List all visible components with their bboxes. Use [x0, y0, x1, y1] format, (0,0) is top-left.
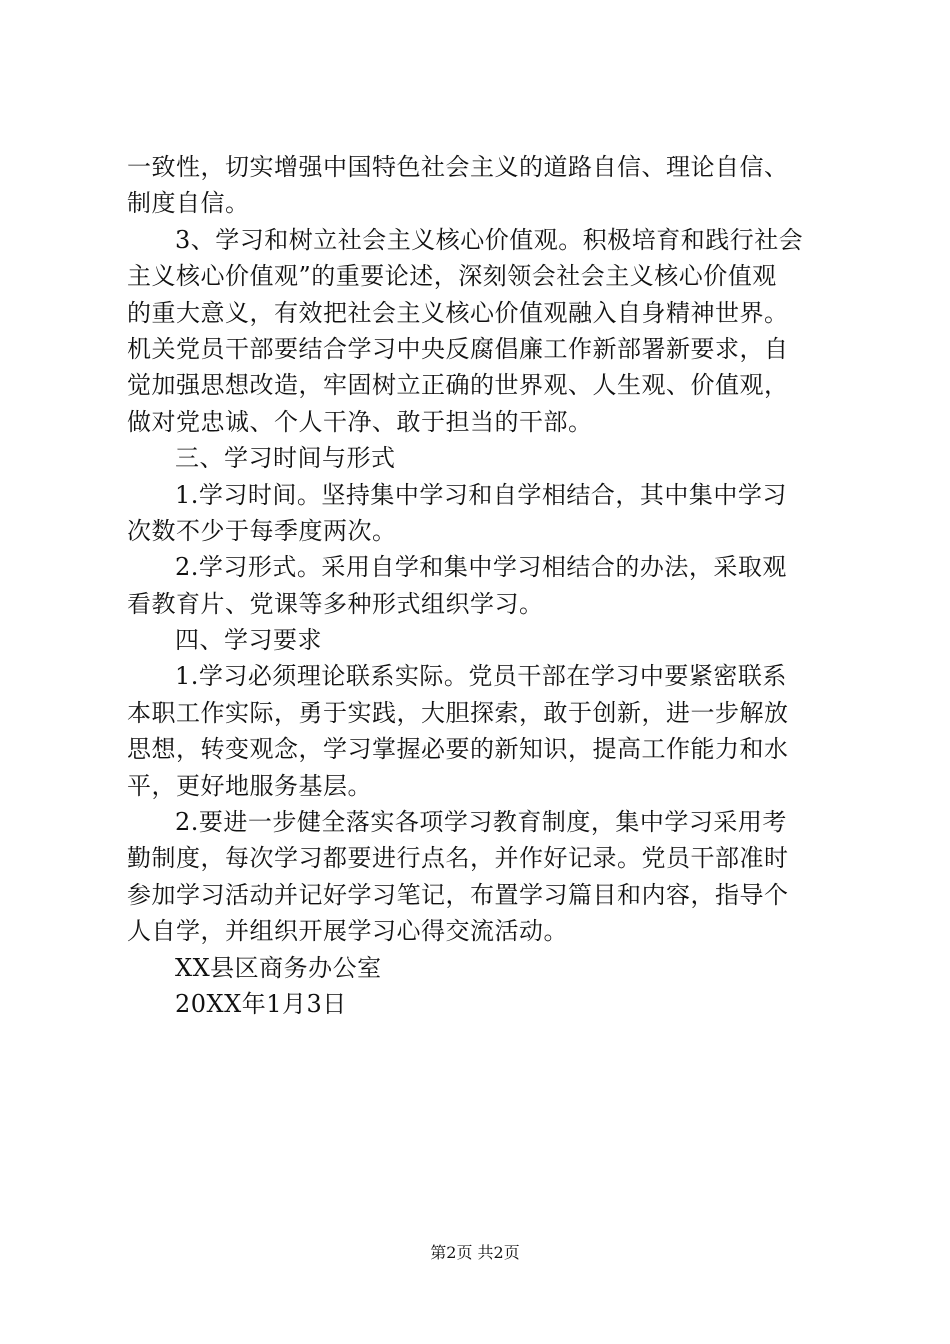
section-heading: 三、学习时间与形式 — [175, 444, 396, 473]
text-line: 勤制度，每次学习都要进行点名，并作好记录。党员干部准时 — [127, 844, 789, 873]
text-line: 2.要进一步健全落实各项学习教育制度，集中学习采用考 — [175, 808, 787, 837]
text-line: 平，更好地服务基层。 — [127, 771, 372, 800]
document-body — [127, 149, 832, 1022]
text-line: 1.学习必须理论联系实际。党员干部在学习中要紧密联系 — [175, 662, 787, 691]
text-line: 3、学习和树立社会主义核心价值观。积极培育和践行社会 — [175, 225, 804, 254]
text-line: 机关党员干部要结合学习中央反腐倡廉工作新部署新要求，自 — [127, 334, 789, 363]
text-line: 1.学习时间。坚持集中学习和自学相结合，其中集中学习 — [175, 480, 787, 509]
signature-organization: XX县区商务办公室 — [175, 953, 382, 982]
text-line: 觉加强思想改造，牢固树立正确的世界观、人生观、价值观， — [127, 371, 789, 400]
text-line: 一致性，切实增强中国特色社会主义的道路自信、理论自信、 — [127, 153, 789, 181]
signature-date: 20XX年1月3日 — [175, 989, 347, 1018]
text-line: 2.学习形式。采用自学和集中学习相结合的办法，采取观 — [175, 553, 787, 582]
text-line: 制度自信。 — [127, 189, 250, 218]
page-footer: 第2页 共2页 — [430, 1243, 520, 1262]
text-line: 参加学习活动并记好学习笔记，布置学习篇目和内容，指导个 — [127, 880, 789, 909]
text-line: 的重大意义，有效把社会主义核心价值观融入自身精神世界。 — [127, 298, 789, 327]
text-line: 次数不少于每季度两次。 — [127, 516, 397, 545]
text-line: 看教育片、党课等多种形式组织学习。 — [127, 589, 544, 618]
text-line: 思想，转变观念，学习掌握必要的新知识，提高工作能力和水 — [127, 735, 789, 764]
text-line: 本职工作实际，勇于实践，大胆探索，敢于创新，进一步解放 — [127, 698, 789, 727]
text-line: 主义核心价值观”的重要论述，深刻领会社会主义核心价值观 — [127, 262, 777, 291]
section-heading: 四、学习要求 — [175, 626, 322, 655]
text-line: 做对党忠诚、个人干净、敢于担当的干部。 — [127, 407, 593, 436]
text-line: 人自学，并组织开展学习心得交流活动。 — [127, 917, 568, 946]
